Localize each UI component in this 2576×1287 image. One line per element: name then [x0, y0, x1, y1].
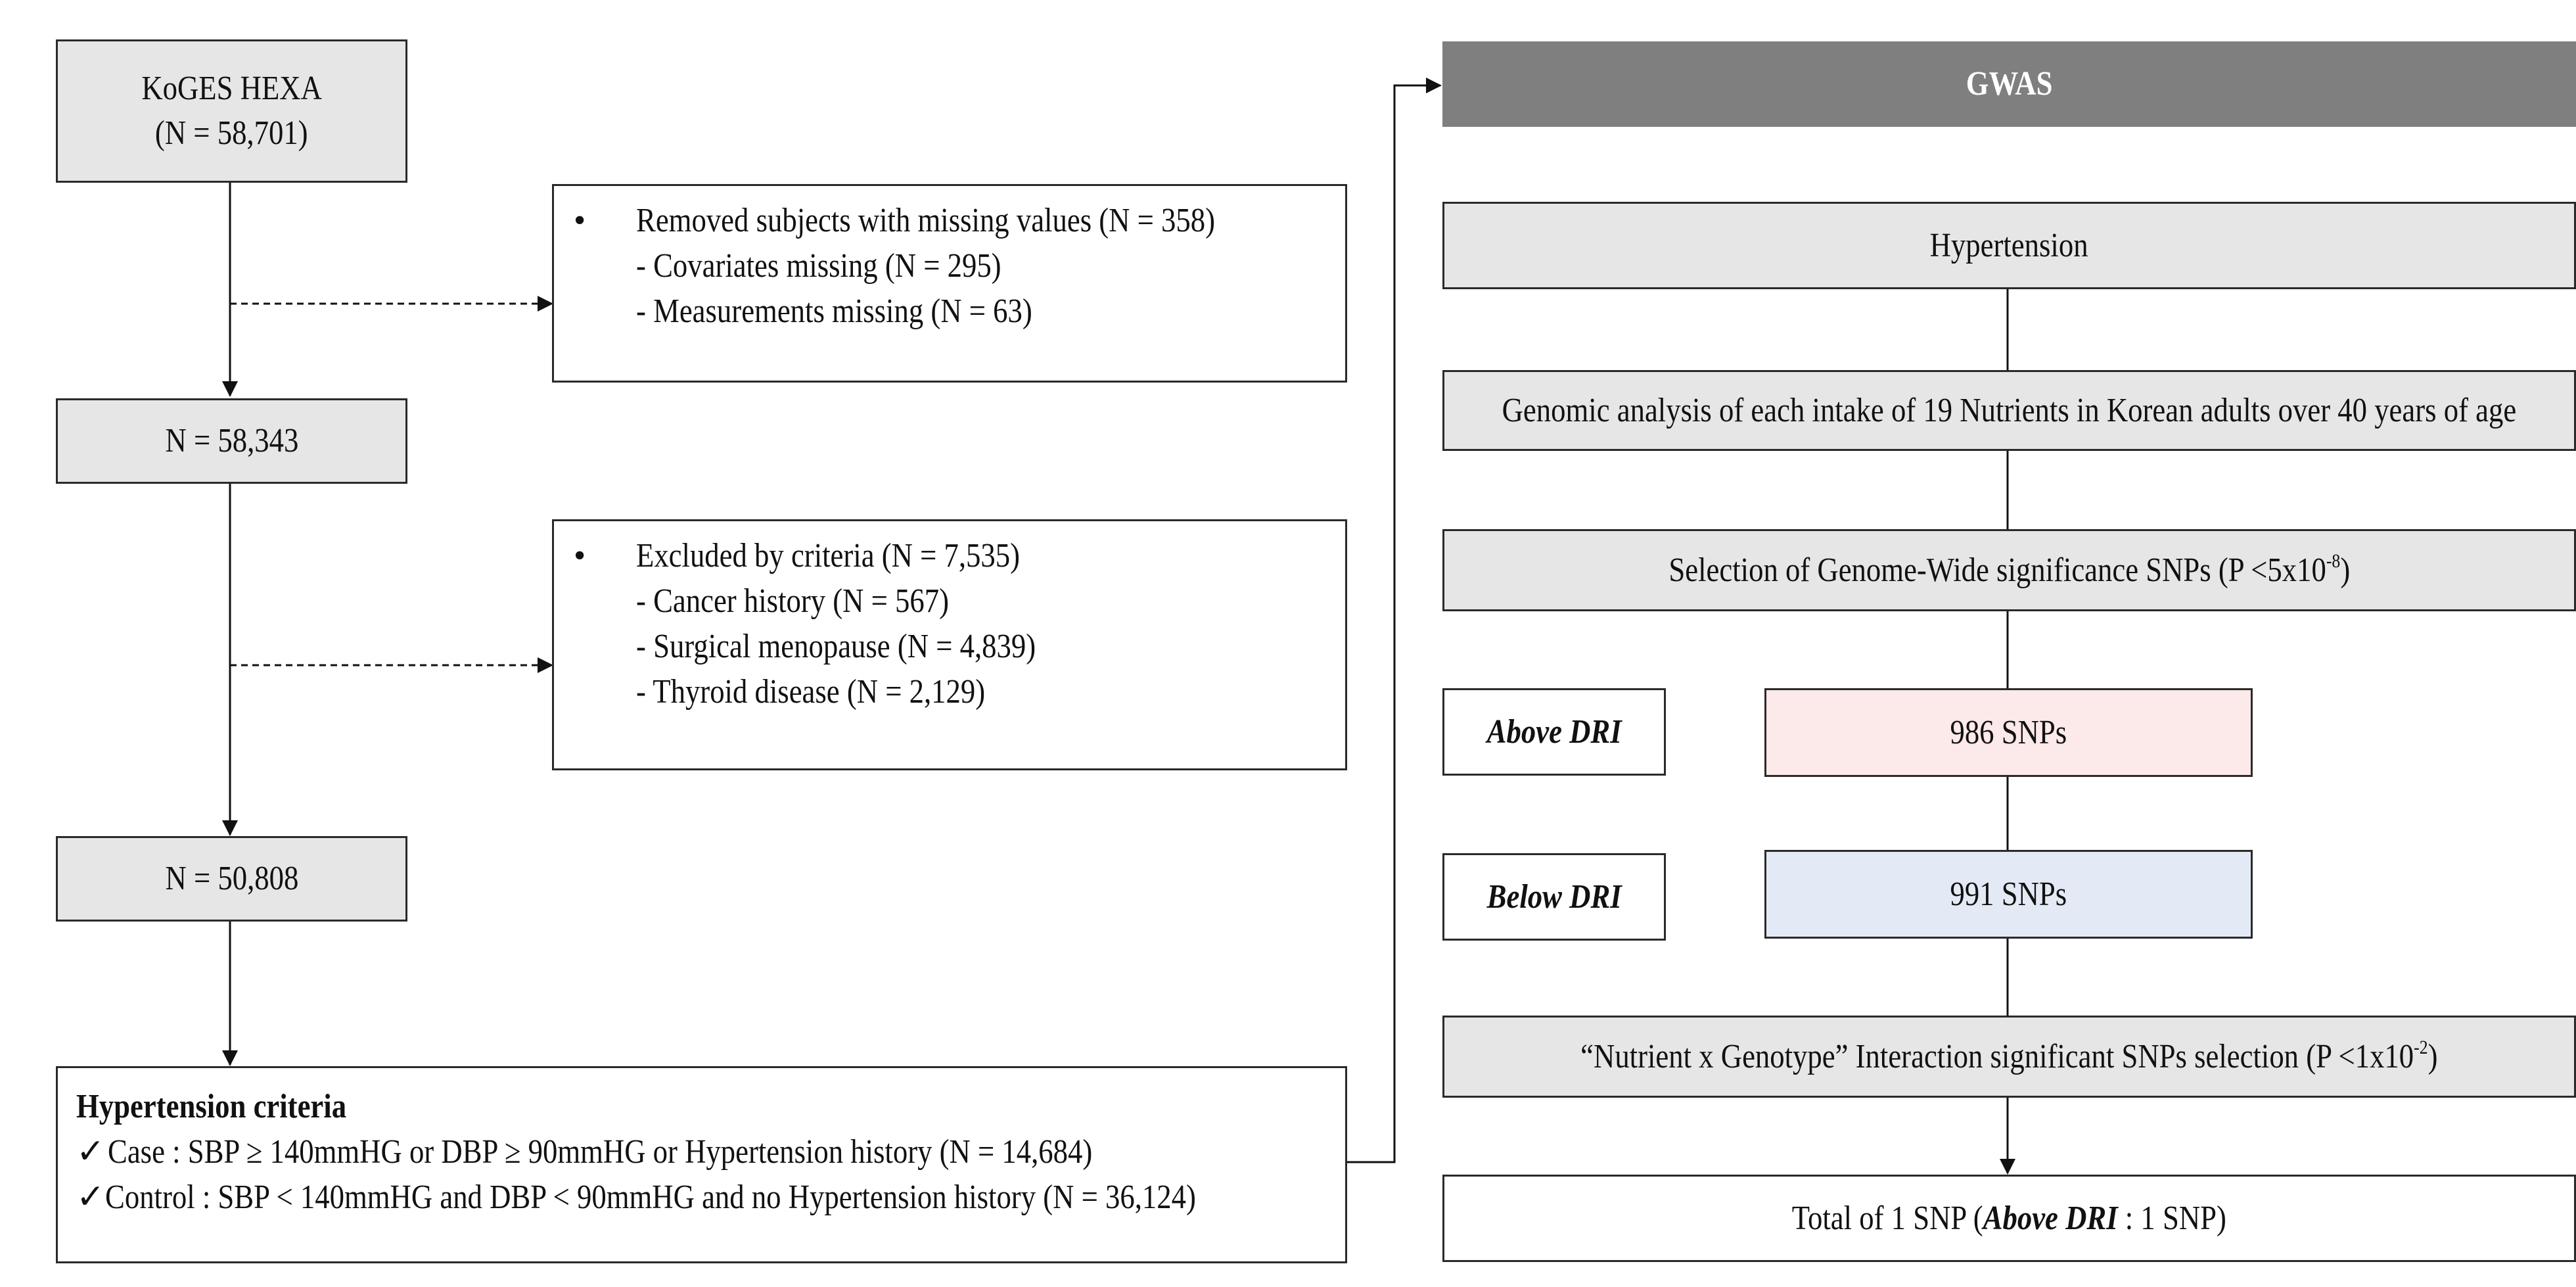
excluded-title: Excluded by criteria (N = 7,535): [636, 537, 1021, 574]
check-icon: ✓: [76, 1133, 105, 1171]
genomic-analysis-label: Genomic analysis of each intake of 19 Nutrients in Korean adults over 40 years of age: [1502, 391, 2517, 429]
above-snps-box: [1764, 688, 2253, 777]
total-snp-label: [1792, 1196, 2226, 1241]
interaction-box: [1442, 1016, 2576, 1098]
n-50808-box: [56, 836, 407, 922]
excluded-item-cancer: - Cancer history (N = 567): [636, 582, 950, 620]
excluded-criteria-box: [552, 519, 1347, 770]
selection-text: Selection of Genome-Wide significance SNPs (P <5x10: [1668, 551, 2326, 589]
koges-title: KoGES HEXA: [141, 70, 322, 108]
interaction-label: [1580, 1035, 2437, 1079]
total-pre: Total of 1 SNP (: [1791, 1199, 1983, 1237]
check-icon: ✓: [76, 1179, 105, 1217]
criteria-title: Hypertension criteria: [76, 1088, 347, 1125]
n-58343-label: N = 58,343: [165, 422, 298, 460]
removed-item-measurements: - Measurements missing (N = 63): [636, 292, 1032, 331]
removed-item-covariates: - Covariates missing (N = 295): [636, 247, 1001, 285]
below-dri-label: Below DRI: [1486, 878, 1622, 916]
hypertension-box: [1442, 202, 2576, 289]
removed-title: Removed subjects with missing values (N = 358): [636, 202, 1216, 239]
selection-label: [1668, 548, 2350, 593]
selection-close: ): [2340, 551, 2350, 589]
bullet: •: [574, 202, 586, 239]
hypertension-label: Hypertension: [1930, 226, 2088, 264]
hypertension-criteria-box: [56, 1066, 1347, 1263]
gwas-title: GWAS: [1966, 65, 2053, 103]
below-snps-box: [1764, 850, 2253, 939]
gwas-header: [1442, 41, 2576, 127]
excluded-item-thyroid: - Thyroid disease (N = 2,129): [636, 673, 986, 711]
criteria-case: Case : SBP ≥ 140mmHG or DBP ≥ 90mmHG or Hypertension history (N = 14,684): [108, 1133, 1093, 1171]
above-dri-label-box: [1442, 688, 1666, 776]
total-snp-box: [1442, 1175, 2576, 1262]
below-snps-label: 991 SNPs: [1950, 875, 2067, 913]
koges-count: (N = 58,701): [155, 114, 308, 152]
interaction-text: “Nutrient x Genotype” Interaction significant SNPs selection (P <1x10: [1580, 1037, 2414, 1075]
selection-box: [1442, 529, 2576, 611]
selection-exponent: -8: [2326, 550, 2341, 573]
above-snps-label: 986 SNPs: [1950, 713, 2067, 751]
criteria-control: Control : SBP < 140mmHG and DBP < 90mmHG and no Hypertension history (N = 36,124): [104, 1179, 1196, 1217]
total-post: : 1 SNP): [2117, 1199, 2227, 1237]
below-dri-label-box: [1442, 853, 1666, 941]
above-dri-label: Above DRI: [1486, 713, 1622, 751]
excluded-item-menopause: - Surgical menopause (N = 4,839): [636, 628, 1036, 666]
interaction-exponent: -2: [2414, 1037, 2428, 1059]
removed-subjects-box: [552, 184, 1347, 383]
genomic-analysis-box: [1442, 370, 2576, 451]
koges-hexa-box: [56, 39, 407, 183]
n-50808-label: N = 50,808: [165, 860, 298, 898]
bullet: •: [574, 537, 586, 574]
interaction-close: ): [2427, 1037, 2438, 1075]
total-emphasis: Above DRI: [1983, 1199, 2118, 1237]
n-58343-box: [56, 398, 407, 484]
